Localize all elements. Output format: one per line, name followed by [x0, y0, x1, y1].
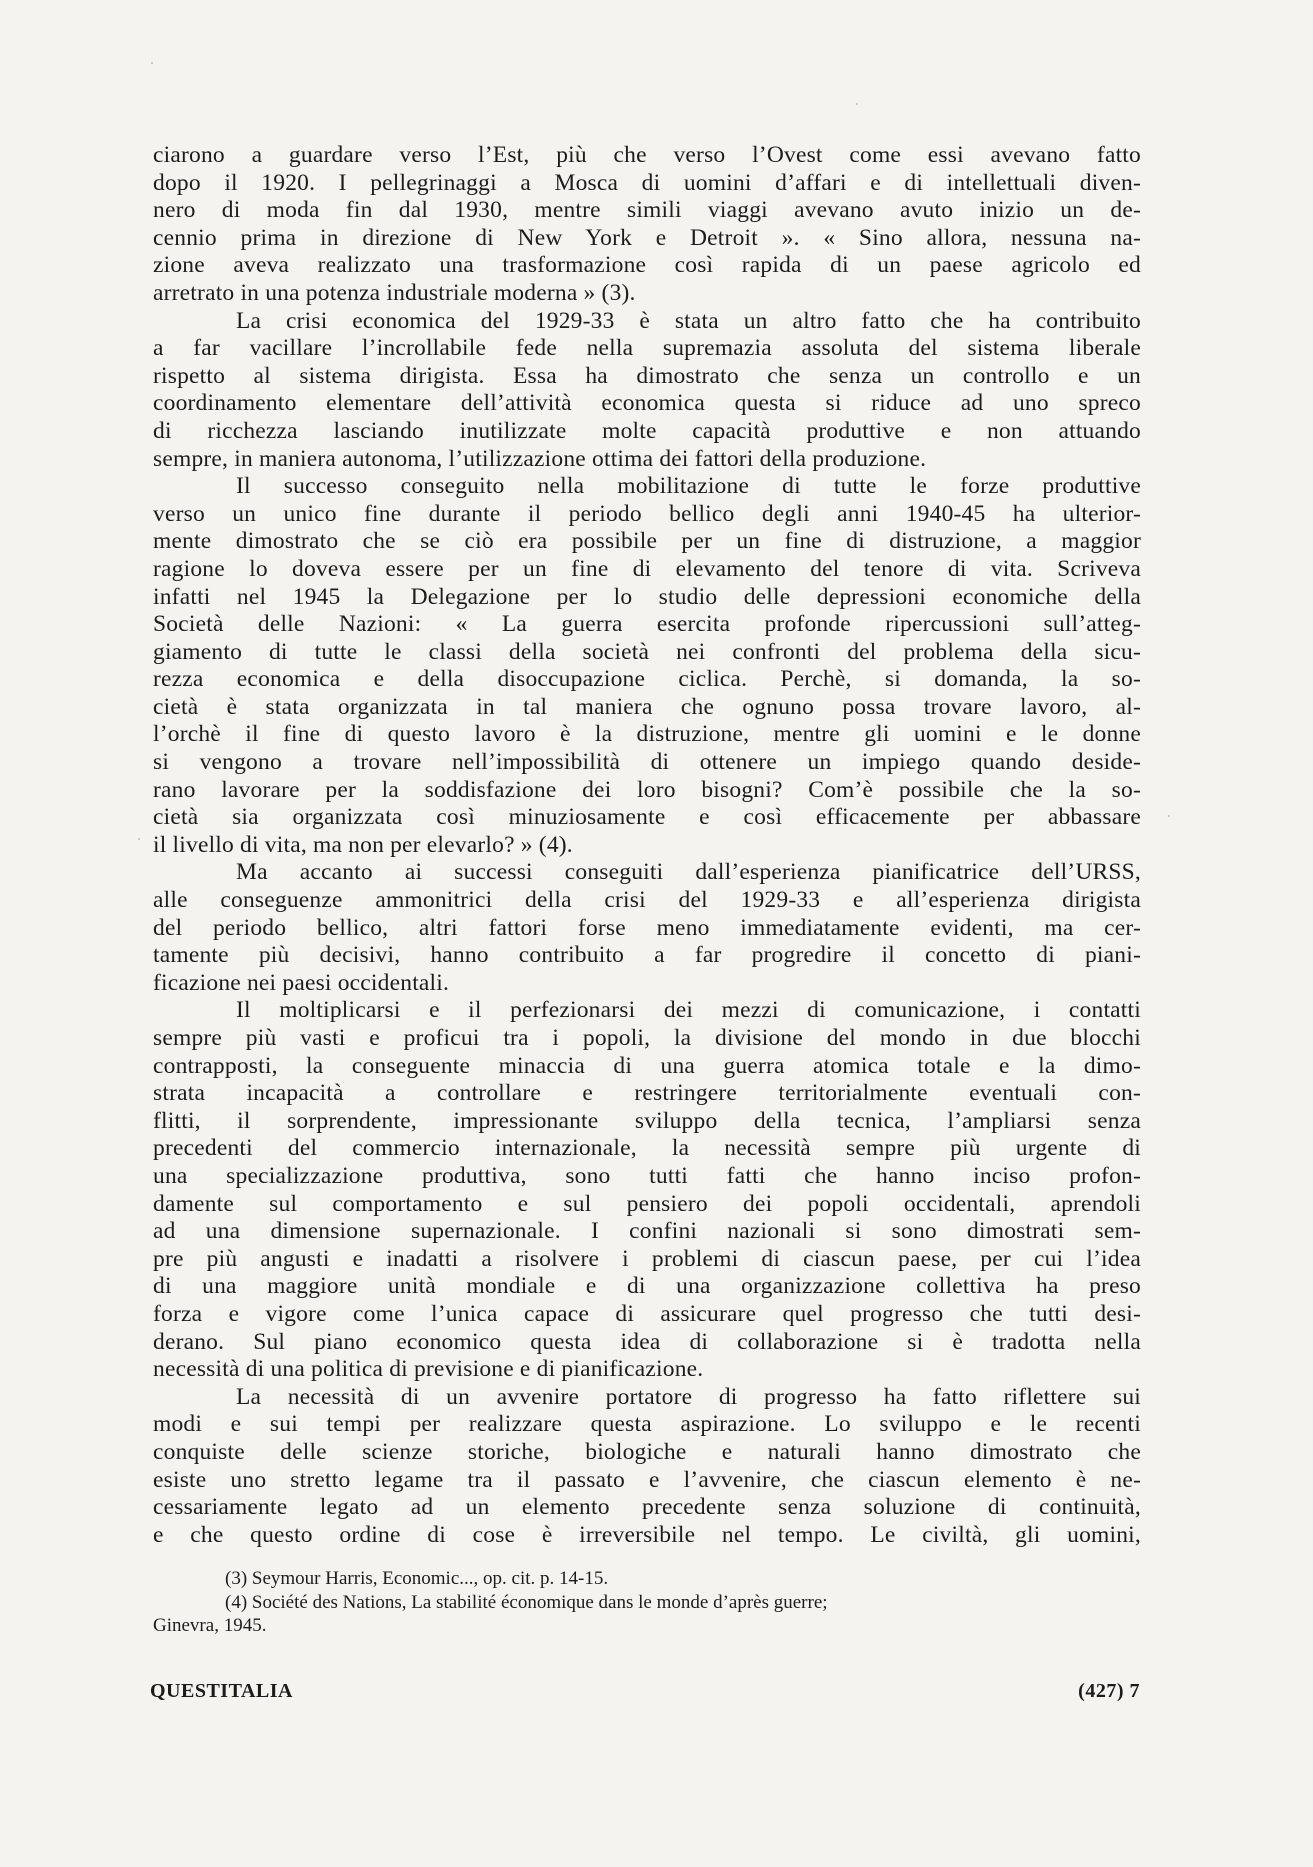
paragraph: [153, 142, 1141, 308]
text-line: zione aveva realizzato una trasformazione così rapida di un paese agricolo ed: [153, 252, 1141, 279]
text-line: La crisi economica del 1929-33 è stata un altro fatto che ha contribuito: [236, 307, 1141, 334]
paragraph: [153, 308, 1141, 474]
text-line: modi e sui tempi per realizzare questa aspirazione. Lo sviluppo e le recenti: [153, 1411, 1141, 1438]
text-line: pre più angusti e inadatti a risolvere i problemi di ciascun paese, per cui l’idea: [153, 1245, 1141, 1272]
footnote-line: (4) Société des Nations, La stabilité économique dans le monde d’après guerre;: [225, 1591, 828, 1613]
scan-speck: [151, 62, 153, 64]
text-line: Ma accanto ai successi conseguiti dall’esperienza pianificatrice dell’URSS,: [236, 859, 1141, 886]
text-line: cietà è stata organizzata in tal maniera che ognuno possa trovare lavoro, al-: [153, 693, 1141, 720]
text-line: conquiste delle scienze storiche, biologiche e naturali hanno dimostrato che: [153, 1438, 1141, 1465]
text-line: rano lavorare per la soddisfazione dei loro bisogni? Com’è possibile che la so-: [153, 776, 1141, 803]
text-line: nero di moda fin dal 1930, mentre simili viaggi avevano avuto inizio un de-: [153, 197, 1141, 224]
text-line: rezza economica e della disoccupazione ciclica. Perchè, si domanda, la so-: [153, 666, 1141, 693]
text-line: giamento di tutte le classi della società nei confronti del problema della sicu-: [153, 638, 1141, 665]
footnotes: [153, 1567, 1141, 1638]
page-number: (427) 7: [1078, 1680, 1140, 1702]
text-line: sempre, in maniera autonoma, l’utilizzazione ottima dei fattori della produzione.: [153, 445, 927, 472]
text-line: flitti, il sorprendente, impressionante sviluppo della tecnica, l’ampliarsi senza: [153, 1107, 1141, 1134]
text-line: derano. Sul piano economico questa idea di collaborazione si è tradotta nella: [153, 1328, 1141, 1355]
text-line: l’orchè il fine di questo lavoro è la distruzione, mentre gli uomini e le donne: [153, 721, 1141, 748]
text-line: necessità di una politica di previsione e di pianificazione.: [153, 1356, 704, 1383]
text-line: una specializzazione produttiva, sono tutti fatti che hanno inciso profon-: [153, 1162, 1141, 1189]
text-line: cessariamente legato ad un elemento precedente senza soluzione di continuità,: [153, 1494, 1141, 1521]
text-line: esiste uno stretto legame tra il passato e l’avvenire, che ciascun elemento è ne-: [153, 1466, 1141, 1493]
text-line: cennio prima in direzione di New York e Detroit ». « Sino allora, nessuna na-: [153, 224, 1141, 251]
text-line: sempre più vasti e proficui tra i popoli, la divisione del mondo in due blocchi: [153, 1025, 1141, 1051]
journal-name: QUESTITALIA: [150, 1680, 293, 1702]
paragraph: [153, 473, 1141, 859]
text-line: Il moltiplicarsi e il perfezionarsi dei mezzi di comunicazione, i contatti: [236, 997, 1141, 1024]
text-line: mente dimostrato che se ciò era possibile per un fine di distruzione, a maggior: [153, 528, 1141, 555]
text-line: damente sul comportamento e sul pensiero dei popoli occidentali, aprendoli: [153, 1190, 1141, 1217]
text-line: ragione lo doveva essere per un fine di elevamento del tenore di vita. Scriveva: [153, 555, 1141, 582]
text-line: coordinamento elementare dell’attività economica questa si riduce ad uno spreco: [153, 390, 1141, 417]
text-line: arretrato in una potenza industriale moderna » (3).: [153, 279, 636, 306]
scan-speck: [856, 103, 858, 105]
text-line: forza e vigore come l’unica capace di assicurare quel progresso che tutti desi-: [153, 1300, 1141, 1327]
scan-speck: [1168, 815, 1170, 817]
footnote-line: Ginevra, 1945.: [153, 1615, 267, 1636]
text-line: rispetto al sistema dirigista. Essa ha dimostrato che senza un controllo e un: [153, 362, 1141, 389]
text-line: dopo il 1920. I pellegrinaggi a Mosca di uomini d’affari e di intellettuali diven-: [153, 169, 1141, 196]
text-line: si vengono a trovare nell’impossibilità di ottenere un impiego quando deside-: [153, 749, 1141, 776]
text-line: verso un unico fine durante il periodo bellico degli anni 1940-45 ha ulterior-: [153, 500, 1141, 527]
text-line: di una maggiore unità mondiale e di una organizzazione collettiva ha preso: [153, 1273, 1141, 1300]
paragraph: [153, 859, 1141, 997]
text-line: precedenti del commercio internazionale, la necessità sempre più urgente di: [153, 1135, 1141, 1162]
text-line: Società delle Nazioni: « La guerra esercita profonde ripercussioni sull’atteg-: [153, 611, 1141, 638]
paragraph: [153, 997, 1141, 1383]
text-line: contrapposti, la conseguente minaccia di una guerra atomica totale e la dimo-: [153, 1052, 1141, 1079]
paragraph: [153, 1384, 1141, 1550]
text-line: di ricchezza lasciando inutilizzate molte capacità produttive e non attuando: [153, 417, 1141, 444]
footnote: [153, 1567, 1141, 1591]
text-line: La necessità di un avvenire portatore di progresso ha fatto riflettere sui: [236, 1383, 1141, 1410]
text-line: Il successo conseguito nella mobilitazione di tutte le forze produttive: [236, 473, 1141, 500]
text-line: il livello di vita, ma non per elevarlo? » (4).: [153, 831, 573, 858]
text-line: alle conseguenze ammonitrici della crisi del 1929-33 e all’esperienza dirigista: [153, 887, 1141, 914]
text-line: strata incapacità a controllare e restringere territorialmente eventuali con-: [153, 1080, 1141, 1107]
text-line: e che questo ordine di cose è irreversibile nel tempo. Le civiltà, gli uomini,: [153, 1521, 1141, 1548]
text-line: ficazione nei paesi occidentali.: [153, 969, 450, 996]
text-line: ciarono a guardare verso l’Est, più che verso l’Ovest come essi avevano fatto: [153, 142, 1141, 168]
text-line: cietà sia organizzata così minuziosamente e così efficacemente per abbassare: [153, 804, 1141, 831]
footnote-line: (3) Seymour Harris, Economic..., op. cit. p. 14-15.: [225, 1568, 609, 1589]
scan-speck: [138, 838, 140, 840]
footnote: [153, 1591, 1141, 1638]
text-line: infatti nel 1945 la Delegazione per lo studio delle depressioni economiche della: [153, 583, 1141, 610]
text-line: ad una dimensione supernazionale. I confini nazionali si sono dimostrati sem-: [153, 1218, 1141, 1245]
text-line: del periodo bellico, altri fattori forse meno immediatamente evidenti, ma cer-: [153, 914, 1141, 941]
text-line: a far vacillare l’incrollabile fede nella supremazia assoluta del sistema liberale: [153, 335, 1141, 362]
body-text: [153, 142, 1141, 1549]
text-line: tamente più decisivi, hanno contribuito a far progredire il concetto di piani-: [153, 942, 1141, 969]
